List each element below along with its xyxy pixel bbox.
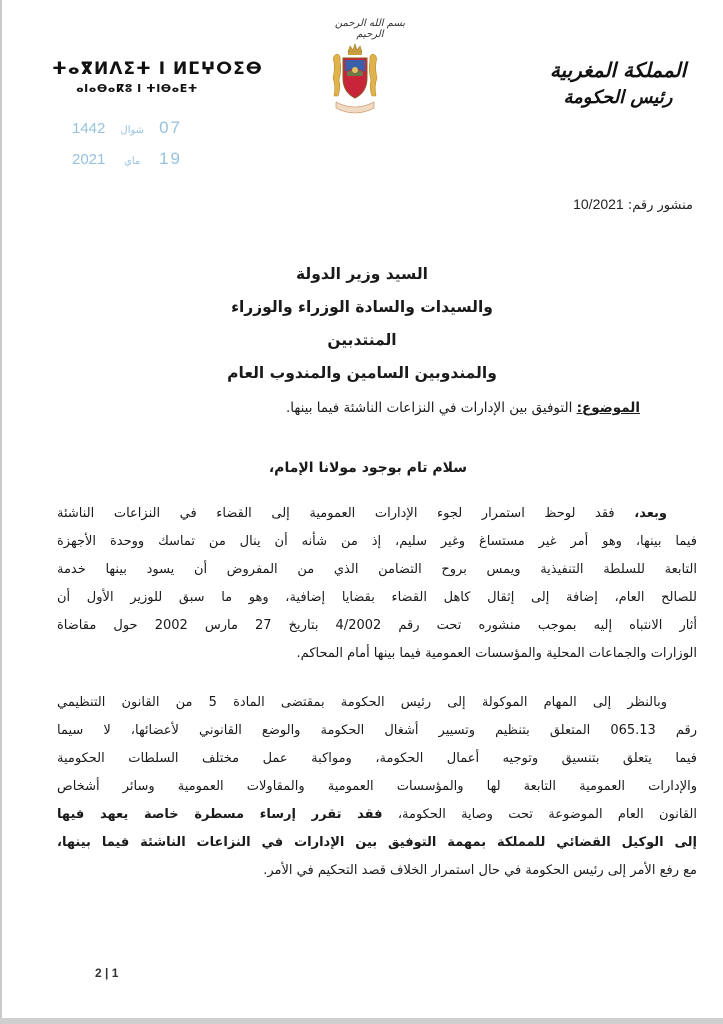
paragraph-line: والإدارات العمومية التابعة لها والمؤسسات العمومية والمقاولات العمومية وسائر أشخاص [57,779,697,794]
head-of-government-title: رئيس الحكومة [563,87,673,108]
page-number: 2 | 1 [95,966,119,980]
subject-text: التوفيق بين الإدارات في النزاعات الناشئة فيما بينها. [285,400,573,416]
stamp-hijri-day: 07 [159,118,182,137]
circular-number [573,196,693,213]
paragraph-line: التابعة للسلطة التنفيذية ويمس بروح التضامن الذي من المفروض أن يسود بينها خدمة [57,562,697,577]
stamp-greg-month: ماي [124,156,141,167]
addressee-line: السيد وزير الدولة [296,265,428,283]
stamp-hijri-date [72,114,182,145]
basmala: بسم الله الرحمن الرحيم [334,18,406,40]
coat-of-arms-icon [330,42,380,118]
stamp-greg-day: 19 [159,149,182,168]
body-paragraph-1 [57,500,697,668]
circular-number-label: منشور رقم: [627,198,693,213]
date-stamp [72,114,182,176]
addressee-line: والمندوبين السامين والمندوب العام [227,364,497,382]
body-paragraph-2 [57,689,697,885]
paragraph-lead: وبعد، [634,506,667,521]
greeting: سلام تام بوجود مولانا الإمام، [268,460,467,476]
tifinagh-head-of-government: ⴰⵏⴰⴱⴰⴽⵓ ⵏ ⵜⵏⴱⴰⴹⵜ [76,82,198,95]
page-bottom-edge [0,1018,723,1024]
paragraph-line [57,801,697,829]
paragraph-line: فيما بينها، وهو أمر غير مستساغ وغير سليم، إذ من شأنه أن ينال من تماسك ووحدة الأجهزة [57,534,697,549]
kingdom-name: المملكة المغربية [549,58,687,82]
addressee-line: والسيدات والسادة الوزراء والوزراء المنتدبين [231,298,493,349]
paragraph-line: فيما يتعلق بتنسيق وتوجيه أعمال الحكومة، ومواكبة عمل مختلف السلطات الحكومية [57,751,697,766]
addressees [202,258,522,390]
arabic-header [543,55,693,111]
paragraph-line: الوزارات والجماعات المحلية والمؤسسات العمومية فيما بينها أمام المحاكم. [296,646,697,661]
paragraph-line: وبالنظر إلى المهام الموكولة إلى رئيس الحكومة بمقتضى المادة 5 من القانون التنظيمي [57,695,667,710]
decision-text-line: إلى الوكيل القضائي للمملكة بمهمة التوفيق بين الإدارات في النزاعات الناشئة فيما بينها، [57,835,697,850]
paragraph-line: رقم 065.13 المتعلق بتنظيم وتسيير أشغال الحكومة والوضع القانوني لأعضائها، لا سيما [57,723,697,738]
paragraph-line-text: فقد لوحظ استمرار لجوء الإدارات العمومية إلى القضاء في النزاعات الناشئة [57,506,615,521]
stamp-hijri-year: 1442 [72,120,106,137]
stamp-hijri-month: شوال [120,125,145,136]
paragraph-line: مع رفع الأمر إلى رئيس الحكومة في حال استمرار الخلاف قصد التحكيم في الأمر. [263,863,697,878]
paragraph-line [57,500,697,528]
paragraph-line-text: القانون العام الموضوعة تحت وصاية الحكومة، [397,807,698,822]
stamp-gregorian-date [72,145,182,176]
decision-text: فقد تقرر إرساء مسطرة خاصة يعهد فيها [57,807,383,822]
paragraph-line: أثار الانتباه إليه بموجب منشوره تحت رقم 4/2002 بتاريخ 27 مارس 2002 حول مقاضاة [57,618,697,633]
paragraph-line: للصالح العام، إضافة إلى إثقال كاهل القضاء بقضايا إضافية، وهو ما سبق للوزير الأول أن [57,590,697,605]
subject-line [160,400,640,416]
tifinagh-header [52,58,263,98]
tifinagh-kingdom-name: ⵜⴰⴳⵍⴷⵉⵜ ⵏ ⵍⵎⵖⵔⵉⴱ [52,59,263,79]
stamp-greg-year: 2021 [72,151,106,168]
subject-label: الموضوع: [576,400,640,416]
circular-number-value: 10/2021 [573,196,624,212]
